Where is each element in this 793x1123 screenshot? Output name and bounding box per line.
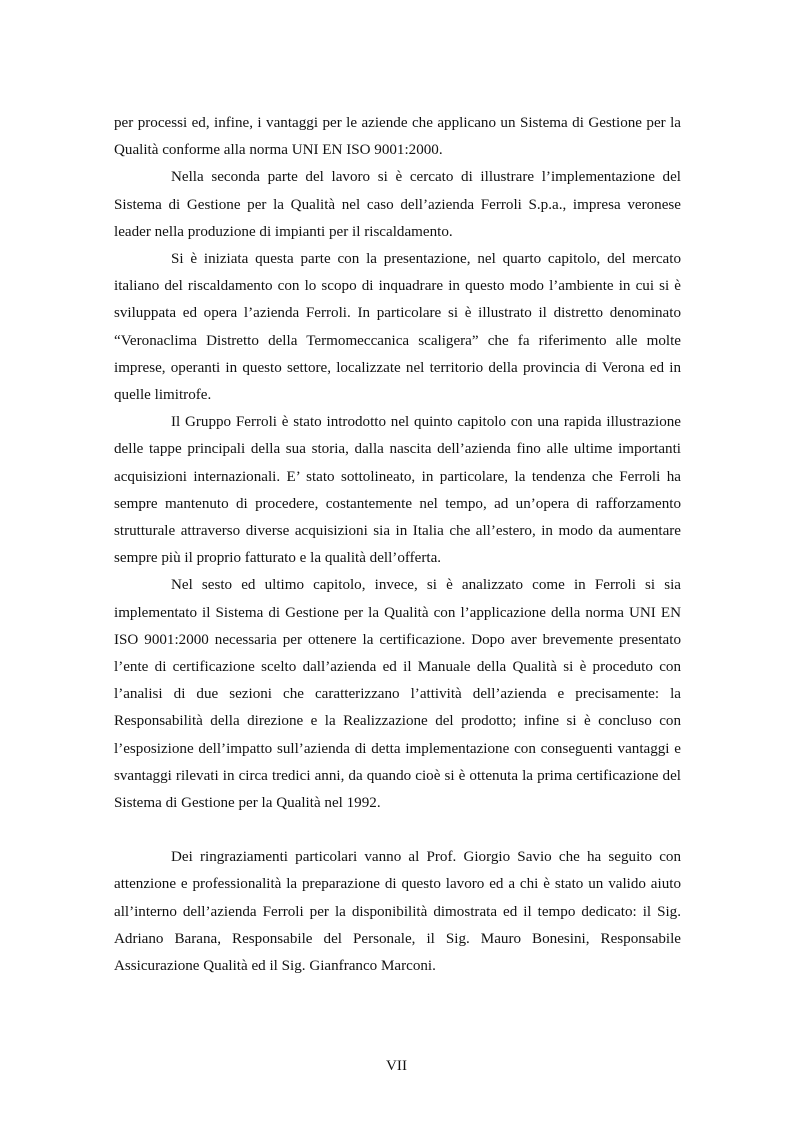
paragraph-continuation: per processi ed, infine, i vantaggi per le aziende che applicano un Sistema di Gestione per la Qualità conforme alla norma UNI EN ISO 9001:2000. bbox=[114, 115, 681, 159]
paragraph-acknowledgements: Dei ringraziamenti particolari vanno al Prof. Giorgio Savio che ha seguito con attenzione e professionalità la preparazione di questo lavoro ed a chi è stato un valido aiuto all’interno dell’azienda Ferroli per la disponibilità dimostrata ed il tempo dedicato: il Sig. Adriano Barana, Responsabile del Personale, il Sig. Mauro Bonesini, Responsabile Assicurazione Qualità ed il Sig. Gianfranco Marconi. bbox=[114, 849, 681, 975]
paragraph-fifth-chapter: Il Gruppo Ferroli è stato introdotto nel quinto capitolo con una rapida illustrazione delle tappe principali della sua storia, dalla nascita dell’azienda fino alle ultime importanti acquisizioni internazionali. E’ stato sottolineato, in particolare, la tendenza che Ferroli ha sempre mantenuto di procedere, costantemente nel tempo, ad un’opera di rafforzamento strutturale attraverso diverse acquisizioni sia in Italia che all’estero, in modo da aumentare sempre più il proprio fatturato e la qualità dell’offerta. bbox=[114, 414, 681, 567]
paragraph-sixth-chapter: Nel sesto ed ultimo capitolo, invece, si è analizzato come in Ferroli si sia implementato il Sistema di Gestione per la Qualità con l’applicazione della norma UNI EN ISO 9001:2000 necessaria per ottenere la certificazione. Dopo aver brevemente presentato l’ente di certificazione scelto dall’azienda ed il Manuale della Qualità si è proceduto con l’analisi di due sezioni che caratterizzano l’attività dell’azienda e precisamente: la Responsabilità della direzione e la Realizzazione del prodotto; infine si è concluso con l’esposizione dell’impatto sull’azienda di detta implementazione con conseguenti vantaggi e svantaggi rilevati in circa tredici anni, da quando cioè si è ottenuta la prima certificazione del Sistema di Gestione per la Qualità nel 1992. bbox=[114, 577, 681, 812]
page-number: VII bbox=[386, 1058, 407, 1074]
document-page bbox=[114, 110, 681, 980]
paragraph-fourth-chapter: Si è iniziata questa parte con la presentazione, nel quarto capitolo, del mercato italiano del riscaldamento con lo scopo di inquadrare in questo modo l’ambiente in cui si è sviluppata ed opera l’azienda Ferroli. In particolare si è illustrato il distretto denominato “Veronaclima Distretto della Termomeccanica scaligera” che fa riferimento alle molte imprese, operanti in questo settore, localizzate nel territorio della provincia di Verona ed in quelle limitrofe. bbox=[114, 251, 681, 404]
paragraph-second-part: Nella seconda parte del lavoro si è cercato di illustrare l’implementazione del Sistema di Gestione per la Qualità nel caso dell’azienda Ferroli S.p.a., impresa veronese leader nella produzione di impianti per il riscaldamento. bbox=[114, 169, 681, 240]
